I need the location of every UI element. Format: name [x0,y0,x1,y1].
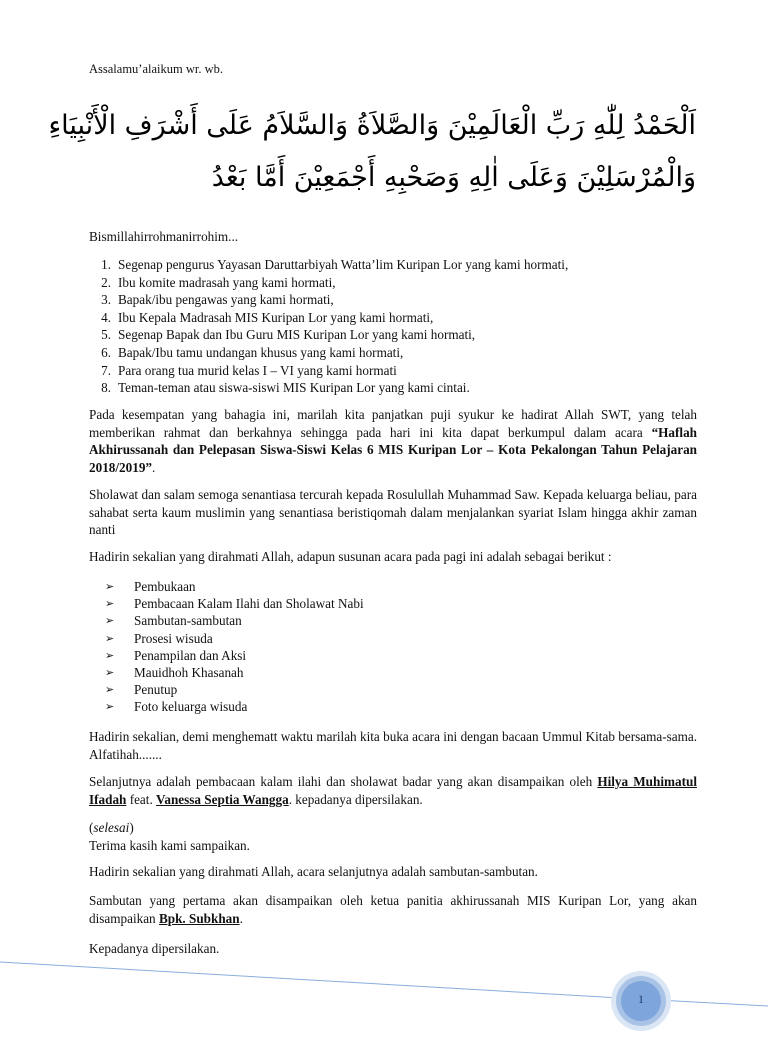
arrow-bullet-icon: ➢ [105,614,115,628]
paragraph-text: . [239,910,243,926]
list-text: Ibu komite madrasah yang kami hormati, [118,274,336,290]
stage-note: selesai [93,820,130,835]
paragraph-sambutan-first [89,892,697,927]
list-text: Bapak/ibu pengawas yang kami hormati, [118,292,334,308]
list-text: Sambutan-sambutan [134,613,242,629]
list-item [89,379,699,397]
paren: ) [129,820,134,835]
list-number: 8. [101,380,111,396]
list-number: 6. [101,344,111,360]
arabic-opening-line-2: وَالْمُرْسَلِيْنَ وَعَلَى اٰلِهِ وَصَحْبِهِ أَجْمَعِيْنَ أَمَّا بَعْدُ [211,162,696,193]
list-number: 4. [101,309,111,325]
paragraph-alfatihah: Hadirin sekalian, demi menghematt waktu marilah kita buka acara ini dengan bacaan Ummul Kitab bersama-sama. Alfatihah....... [89,729,697,762]
list-item [105,630,364,647]
paren: ( [89,820,94,835]
arrow-bullet-icon: ➢ [105,700,115,714]
list-item [89,274,699,292]
list-text: Segenap pengurus Yayasan Daruttarbiyah Watta’lim Kuripan Lor yang kami hormati, [118,257,569,272]
list-text: Penutup [134,682,178,698]
arrow-bullet-icon: ➢ [105,580,115,593]
greeting: Assalamu’alaikum wr. wb. [89,62,224,76]
speaker-name: Bpk. Subkhan [158,910,240,926]
list-text: Bapak/Ibu tamu undangan khusus yang kami hormati, [118,344,404,360]
arrow-bullet-icon: ➢ [105,648,115,662]
list-item [105,681,364,698]
list-text: Pembukaan [134,579,196,594]
page-number: 1 [638,992,644,1006]
paragraph-text: Terima kasih kami sampaikan. [89,837,250,853]
list-text: Segenap Bapak dan Ibu Guru MIS Kuripan Lor yang kami hormati, [118,327,476,343]
list-text: Penampilan dan Aksi [134,647,247,663]
paragraph-text: feat. [126,791,157,807]
paragraph-agenda-intro: Hadirin sekalian yang dirahmati Allah, adapun susunan acara pada pagi ini adalah sebagai berikut : [89,549,612,564]
list-number: 7. [101,362,111,378]
paragraph-text: Sambutan yang pertama akan disampaikan oleh ketua panitia akhirussanah MIS Kuripan Lor, yang akan disampaikan [89,893,697,926]
list-item [89,309,699,327]
paragraph-selesai [89,819,697,854]
list-text: Mauidhoh Khasanah [134,664,244,680]
paragraph-opening-gratitude [89,406,697,476]
list-item [105,578,364,595]
list-number: 1. [101,257,111,272]
honorifics-list [89,256,699,397]
paragraph-text: Selanjutnya adalah pembacaan kalam ilahi dan sholawat badar yang akan disampaikan oleh [89,774,598,789]
list-item [89,344,699,362]
paragraph-sholawat: Sholawat dan salam semoga senantiasa tercurah kepada Rosulullah Muhammad Saw. Kepada keluarga beliau, para sahabat serta kaum muslimin yang senantiasa beristiqomah dalam menjalankan syariat Islam hingga akhir zaman nanti [89,487,697,538]
paragraph-text: Pada kesempatan yang bahagia ini, marilah kita panjatkan puji syukur ke hadirat Allah SWT, yang telah memberikan rahmat dan berkahnya sehingga pada hari ini kita dapat berkumpul dalam acara [89,407,697,440]
arrow-bullet-icon: ➢ [105,631,115,645]
list-item [105,612,364,629]
list-item [89,362,699,380]
list-number: 2. [101,274,111,290]
performer-name: Hilya Muhimatul Ifadah [89,774,697,807]
event-title: “Haflah Akhirussanah dan Pelepasan Siswa-Siswi Kelas 6 MIS Kuripan Lor – Kota Pekalongan Tahun Pelajaran 2018/2019” [89,424,697,475]
list-item [89,291,699,309]
list-item [105,664,364,681]
list-item [105,595,364,612]
agenda-list [105,578,364,716]
list-text: Foto keluarga wisuda [134,699,248,715]
paragraph-end: . [152,459,156,475]
arrow-bullet-icon: ➢ [105,597,115,611]
list-item [105,698,364,715]
list-text: Ibu Kepala Madrasah MIS Kuripan Lor yang kami hormati, [118,309,434,325]
list-text: Para orang tua murid kelas I – VI yang kami hormati [118,362,397,378]
arabic-opening-line-1: اَلْحَمْدُ لِلّٰهِ رَبِّ الْعَالَمِيْنَ وَالصَّلاَةُ وَالسَّلاَمُ عَلَى أَشْرَفِ الْأَنْبِيَاءِ [48,110,696,141]
list-number: 3. [101,292,111,308]
arrow-bullet-icon: ➢ [105,665,115,679]
list-text: Pembacaan Kalam Ilahi dan Sholawat Nabi [134,596,364,612]
list-item [89,326,699,344]
paragraph-closing: Kepadanya dipersilakan. [89,941,220,956]
bismillah: Bismillahirrohmanirrohim... [89,229,239,244]
list-text: Prosesi wisuda [134,630,213,646]
list-item [89,256,699,274]
list-text: Teman-teman atau siswa-siswi MIS Kuripan Lor yang kami cintai. [118,380,470,396]
arrow-bullet-icon: ➢ [105,683,115,697]
paragraph-sambutan-intro: Hadirin sekalian yang dirahmati Allah, acara selanjutnya adalah sambutan-sambutan. [89,864,538,879]
list-item [105,647,364,664]
paragraph-kalam-ilahi [89,773,697,808]
paragraph-text: . kepadanya dipersilakan. [288,791,423,807]
list-number: 5. [101,327,111,343]
performer-name: Vanessa Septia Wangga [156,791,289,807]
